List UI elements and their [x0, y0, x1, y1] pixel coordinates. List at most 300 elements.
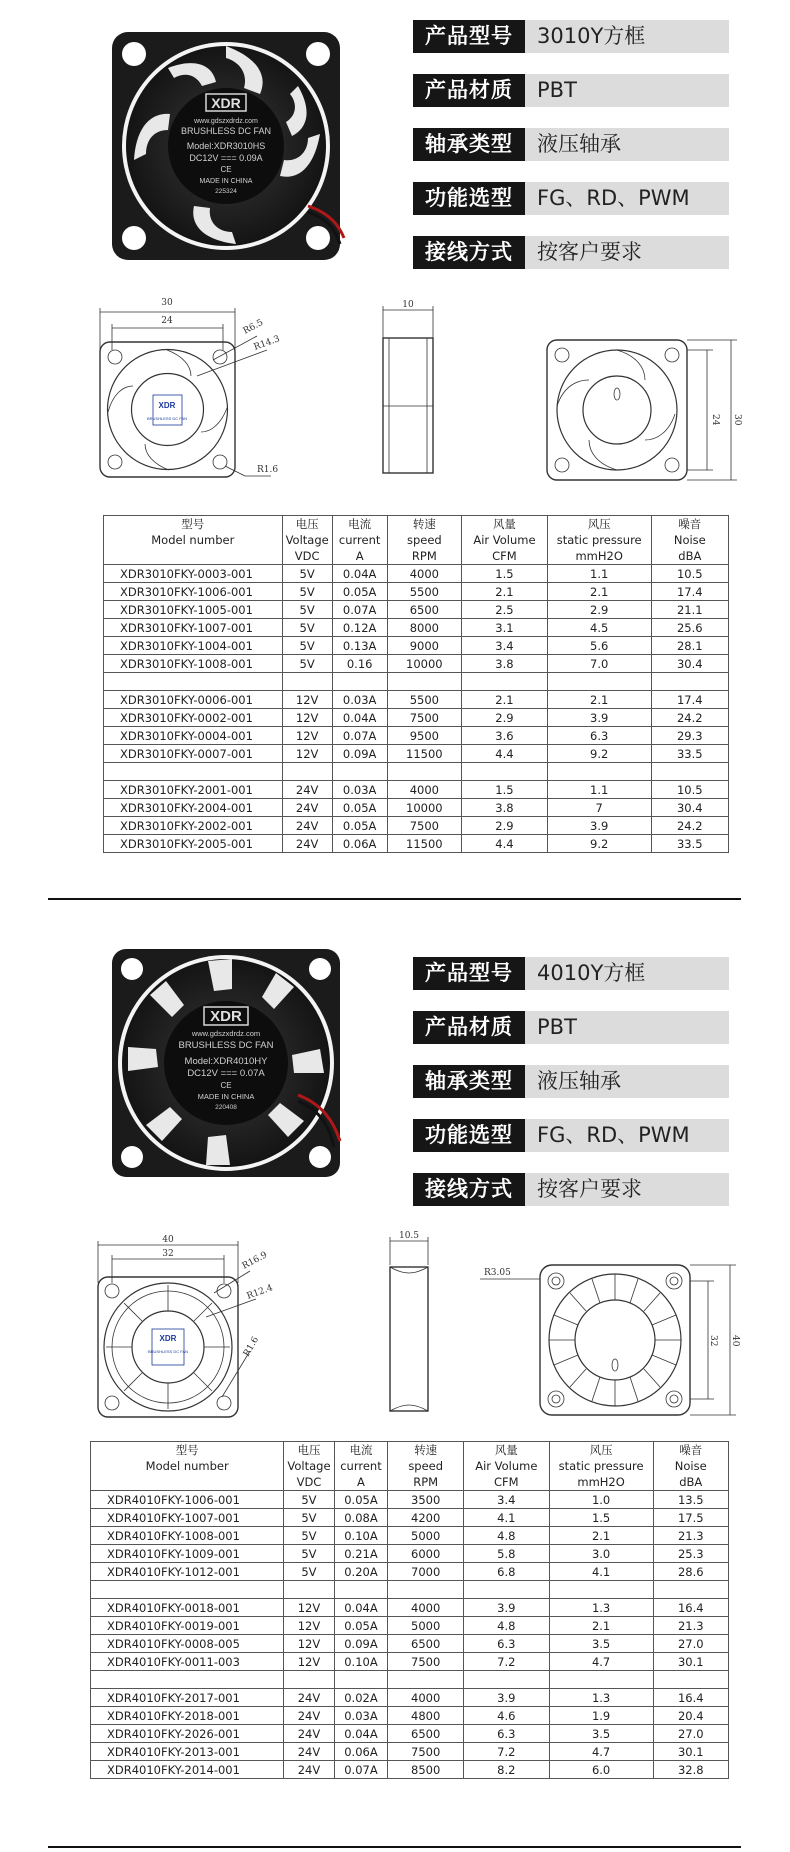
- spec-cell: 12V: [284, 1617, 334, 1635]
- drawing-back-4010: [478, 1261, 740, 1421]
- spec-label: 功能选型: [413, 1119, 525, 1152]
- table-row: [104, 745, 729, 763]
- spec-cell: 12V: [284, 1599, 334, 1617]
- spec-cell: 5V: [284, 1545, 334, 1563]
- table-row: [104, 835, 729, 853]
- spec-cell: 12V: [282, 745, 332, 763]
- model-number-cell: XDR3010FKY-2004-001: [104, 799, 283, 817]
- spec-cell: 0.06A: [332, 835, 387, 853]
- spec-cell: 5V: [282, 655, 332, 673]
- svg-text:DC12V === 0.07A: DC12V === 0.07A: [187, 1068, 265, 1079]
- spec-value: 按客户要求: [525, 236, 729, 269]
- spec-cell: 1.5: [462, 781, 548, 799]
- table-spacer-row: [91, 1671, 729, 1689]
- spec-cell: 7.2: [463, 1653, 549, 1671]
- model-number-cell: XDR3010FKY-1008-001: [104, 655, 283, 673]
- model-number-cell: XDR4010FKY-1008-001: [91, 1527, 284, 1545]
- spec-cell: 0.04A: [334, 1599, 388, 1617]
- spec-cell: 0.04A: [332, 565, 387, 583]
- spec-cell: 1.5: [462, 565, 548, 583]
- spec-cell: 30.4: [651, 655, 728, 673]
- spec-cell: 0.13A: [332, 637, 387, 655]
- spec-cell: 4800: [388, 1707, 464, 1725]
- drawing-front-4010: [90, 1233, 305, 1428]
- spec-cell: 24V: [284, 1689, 334, 1707]
- spec-cell: 29.3: [651, 727, 728, 745]
- spec-cell: 3.4: [462, 637, 548, 655]
- svg-text:CE: CE: [220, 165, 232, 174]
- svg-text:30: 30: [732, 414, 742, 426]
- table-row: [91, 1689, 729, 1707]
- table-row: [104, 601, 729, 619]
- spec-cell: 0.03A: [332, 691, 387, 709]
- spec-cell: 0.03A: [332, 781, 387, 799]
- model-number-cell: XDR4010FKY-1012-001: [91, 1563, 284, 1581]
- spec-cell: 6.8: [463, 1563, 549, 1581]
- spec-cell: 7.2: [463, 1743, 549, 1761]
- spec-cell: 0.09A: [334, 1635, 388, 1653]
- spec-cell: 11500: [387, 835, 461, 853]
- spec-cell: 9.2: [547, 835, 651, 853]
- spec-cell: 3.1: [462, 619, 548, 637]
- spec-table-4010: [90, 1441, 729, 1779]
- spec-cell: 4.7: [549, 1743, 653, 1761]
- table-row: [91, 1653, 729, 1671]
- spec-cell: 2.1: [549, 1617, 653, 1635]
- spec-cell: 0.08A: [334, 1509, 388, 1527]
- table-row: [91, 1563, 729, 1581]
- spec-cell: 12V: [284, 1653, 334, 1671]
- model-number-cell: XDR4010FKY-0019-001: [91, 1617, 284, 1635]
- spec-cell: 2.9: [462, 709, 548, 727]
- spec-cell: 5500: [387, 583, 461, 601]
- spec-cell: 20.4: [653, 1707, 729, 1725]
- spec-cell: 4000: [387, 565, 461, 583]
- spec-cell: 9500: [387, 727, 461, 745]
- table-row: [104, 691, 729, 709]
- spec-cell: 0.03A: [334, 1707, 388, 1725]
- spec-cell: 0.02A: [334, 1689, 388, 1707]
- spec-label: 轴承类型: [413, 1065, 525, 1098]
- spec-cell: 7500: [388, 1653, 464, 1671]
- svg-text:R14.3: R14.3: [252, 334, 282, 353]
- spec-cell: 2.1: [462, 583, 548, 601]
- spec-cell: 24V: [282, 799, 332, 817]
- model-number-cell: XDR4010FKY-0011-003: [91, 1653, 284, 1671]
- spec-cell: 10000: [387, 655, 461, 673]
- spec-cell: 4.1: [463, 1509, 549, 1527]
- spec-cell: 4.6: [463, 1707, 549, 1725]
- table-row: [91, 1527, 729, 1545]
- drawing-side-4010: [384, 1231, 444, 1421]
- svg-text:225324: 225324: [215, 188, 237, 195]
- spec-cell: 6.3: [463, 1725, 549, 1743]
- table-row: [91, 1617, 729, 1635]
- spec-label: 产品材质: [413, 1011, 525, 1044]
- table-header-en: Model number Voltage current speed Air Volume static pressure Noise: [104, 532, 729, 548]
- table-row: [91, 1761, 729, 1779]
- spec-cell: 24.2: [651, 709, 728, 727]
- model-number-cell: XDR3010FKY-1006-001: [104, 583, 283, 601]
- spec-cell: 1.5: [549, 1509, 653, 1527]
- table-row: [104, 583, 729, 601]
- spec-cell: 33.5: [651, 745, 728, 763]
- spec-cell: 3.9: [463, 1689, 549, 1707]
- spec-cell: 5000: [388, 1617, 464, 1635]
- spec-cell: 5V: [282, 601, 332, 619]
- table-header-cn: 型号 电压 电流 转速 风量 风压 噪音: [91, 1442, 729, 1459]
- spec-cell: 24V: [284, 1761, 334, 1779]
- spec-cell: 10.5: [651, 781, 728, 799]
- spec-cell: 5.8: [463, 1545, 549, 1563]
- spec-cell: 4.8: [463, 1527, 549, 1545]
- spec-cell: 28.6: [653, 1563, 729, 1581]
- model-number-cell: XDR3010FKY-2001-001: [104, 781, 283, 799]
- drawing-back-3010: [545, 336, 740, 486]
- svg-text:40: 40: [162, 1235, 174, 1245]
- spec-cell: 6500: [387, 601, 461, 619]
- model-number-cell: XDR3010FKY-2005-001: [104, 835, 283, 853]
- spec-cell: 0.05A: [332, 583, 387, 601]
- table-row: [104, 817, 729, 835]
- spec-label: 产品型号: [413, 20, 525, 53]
- spec-value: FG、RD、PWM: [525, 182, 729, 215]
- model-number-cell: XDR4010FKY-1009-001: [91, 1545, 284, 1563]
- svg-text:10: 10: [402, 300, 414, 310]
- spec-cell: 2.1: [462, 691, 548, 709]
- table-row: [104, 655, 729, 673]
- spec-cell: 28.1: [651, 637, 728, 655]
- spec-cell: 6000: [388, 1545, 464, 1563]
- svg-text:30: 30: [161, 298, 173, 308]
- spec-cell: 27.0: [653, 1725, 729, 1743]
- spec-cell: 5.6: [547, 637, 651, 655]
- spec-cell: 17.4: [651, 583, 728, 601]
- spec-cell: 4200: [388, 1509, 464, 1527]
- spec-cell: 2.9: [547, 601, 651, 619]
- svg-text:40: 40: [730, 1335, 740, 1347]
- model-number-cell: XDR3010FKY-1004-001: [104, 637, 283, 655]
- table-row: [104, 727, 729, 745]
- spec-cell: 1.0: [549, 1491, 653, 1509]
- table-row: [104, 709, 729, 727]
- spec-label: 产品型号: [413, 957, 525, 990]
- spec-cell: 4.5: [547, 619, 651, 637]
- svg-text:220408: 220408: [215, 1104, 237, 1111]
- fan-photo-4010: [108, 945, 344, 1181]
- spec-cell: 12V: [282, 691, 332, 709]
- spec-cell: 24V: [282, 781, 332, 799]
- spec-cell: 6500: [388, 1725, 464, 1743]
- spec-value: 4010Y方框: [525, 957, 729, 990]
- svg-text:XDR: XDR: [159, 1334, 177, 1343]
- table-row: [91, 1707, 729, 1725]
- svg-text:R12.4: R12.4: [245, 1283, 275, 1302]
- table-header-en: Model number Voltage current speed Air Volume static pressure Noise: [91, 1458, 729, 1474]
- spec-cell: 5V: [282, 565, 332, 583]
- product-section-3010: [0, 0, 790, 905]
- model-number-cell: XDR4010FKY-1006-001: [91, 1491, 284, 1509]
- model-number-cell: XDR3010FKY-0007-001: [104, 745, 283, 763]
- spec-cell: 2.9: [462, 817, 548, 835]
- spec-cell: 13.5: [653, 1491, 729, 1509]
- spec-cell: 4000: [387, 781, 461, 799]
- section-divider: [48, 1846, 741, 1848]
- spec-cell: 24V: [284, 1725, 334, 1743]
- spec-cell: 5V: [282, 637, 332, 655]
- fan-photo-3010: [108, 28, 344, 264]
- spec-cell: 3.5: [549, 1725, 653, 1743]
- spec-cell: 16.4: [653, 1689, 729, 1707]
- spec-cell: 12V: [282, 727, 332, 745]
- model-number-cell: XDR3010FKY-0006-001: [104, 691, 283, 709]
- table-row: [104, 781, 729, 799]
- spec-cell: 27.0: [653, 1635, 729, 1653]
- spec-cell: 1.3: [549, 1689, 653, 1707]
- spec-cell: 24V: [282, 835, 332, 853]
- spec-cell: 24V: [284, 1707, 334, 1725]
- model-number-cell: XDR4010FKY-2014-001: [91, 1761, 284, 1779]
- spec-cell: 25.6: [651, 619, 728, 637]
- spec-cell: 0.12A: [332, 619, 387, 637]
- table-row: [104, 565, 729, 583]
- spec-label: 功能选型: [413, 182, 525, 215]
- spec-cell: 16.4: [653, 1599, 729, 1617]
- spec-cell: 5V: [282, 583, 332, 601]
- spec-cell: 10000: [387, 799, 461, 817]
- svg-text:BRUSHLESS DC FAN: BRUSHLESS DC FAN: [178, 1040, 274, 1051]
- spec-cell: 21.3: [653, 1617, 729, 1635]
- spec-cell: 4.4: [462, 835, 548, 853]
- spec-cell: 2.1: [549, 1527, 653, 1545]
- model-number-cell: XDR3010FKY-0002-001: [104, 709, 283, 727]
- svg-text:R3.05: R3.05: [484, 1268, 511, 1278]
- spec-cell: 2.1: [547, 583, 651, 601]
- spec-cell: 5V: [284, 1509, 334, 1527]
- spec-cell: 5V: [284, 1491, 334, 1509]
- svg-text:Model:XDR3010HS: Model:XDR3010HS: [186, 141, 266, 151]
- spec-cell: 25.3: [653, 1545, 729, 1563]
- table-row: [91, 1599, 729, 1617]
- svg-text:24: 24: [710, 414, 720, 426]
- product-section-4010: [0, 935, 790, 1852]
- spec-cell: 0.09A: [332, 745, 387, 763]
- spec-cell: 0.07A: [332, 727, 387, 745]
- spec-cell: 33.5: [651, 835, 728, 853]
- spec-cell: 10.5: [651, 565, 728, 583]
- table-header-units: VDC A RPM CFM mmH2O dBA: [91, 1474, 729, 1491]
- spec-cell: 0.06A: [334, 1743, 388, 1761]
- spec-label: 接线方式: [413, 1173, 525, 1206]
- svg-text:www.gdszxdrdz.com: www.gdszxdrdz.com: [194, 118, 258, 125]
- table-row: [104, 637, 729, 655]
- spec-value: 按客户要求: [525, 1173, 729, 1206]
- spec-cell: 3.9: [547, 817, 651, 835]
- spec-cell: 24.2: [651, 817, 728, 835]
- model-number-cell: XDR4010FKY-2018-001: [91, 1707, 284, 1725]
- spec-cell: 24V: [284, 1743, 334, 1761]
- table-row: [91, 1743, 729, 1761]
- svg-text:Model:XDR4010HY: Model:XDR4010HY: [184, 1056, 268, 1067]
- section-divider: [48, 898, 741, 900]
- spec-value: 3010Y方框: [525, 20, 729, 53]
- spec-cell: 2.5: [462, 601, 548, 619]
- spec-label: 产品材质: [413, 74, 525, 107]
- spec-cell: 17.4: [651, 691, 728, 709]
- svg-text:MADE IN CHINA: MADE IN CHINA: [197, 1092, 255, 1101]
- spec-cell: 24V: [282, 817, 332, 835]
- spec-cell: 3.5: [549, 1635, 653, 1653]
- spec-cell: 2.1: [547, 691, 651, 709]
- spec-cell: 5V: [282, 619, 332, 637]
- spec-cell: 0.10A: [334, 1527, 388, 1545]
- svg-text:10.5: 10.5: [398, 1231, 420, 1241]
- spec-value: 液压轴承: [525, 128, 729, 161]
- model-number-cell: XDR4010FKY-0008-005: [91, 1635, 284, 1653]
- svg-text:DC12V === 0.09A: DC12V === 0.09A: [189, 153, 263, 163]
- spec-cell: 0.04A: [332, 709, 387, 727]
- spec-cell: 12V: [284, 1635, 334, 1653]
- table-row: [91, 1545, 729, 1563]
- spec-cell: 4000: [388, 1689, 464, 1707]
- table-header-units: VDC A RPM CFM mmH2O dBA: [104, 548, 729, 565]
- spec-cell: 3.8: [462, 799, 548, 817]
- spec-cell: 0.04A: [334, 1725, 388, 1743]
- svg-text:BRUSHLESS DC FAN: BRUSHLESS DC FAN: [180, 126, 272, 136]
- svg-text:R6.5: R6.5: [241, 317, 266, 337]
- model-number-cell: XDR4010FKY-2026-001: [91, 1725, 284, 1743]
- fan-brand: XDR: [210, 1008, 242, 1025]
- spec-cell: 1.3: [549, 1599, 653, 1617]
- spec-cell: 3.4: [463, 1491, 549, 1509]
- spec-cell: 9.2: [547, 745, 651, 763]
- spec-cell: 8.2: [463, 1761, 549, 1779]
- table-row: [91, 1509, 729, 1527]
- drawing-side-3010: [375, 298, 445, 483]
- spec-cell: 0.16: [332, 655, 387, 673]
- spec-label: 接线方式: [413, 236, 525, 269]
- spec-cell: 0.05A: [334, 1491, 388, 1509]
- spec-table-3010: [103, 515, 729, 853]
- spec-cell: 11500: [387, 745, 461, 763]
- spec-cell: 3500: [388, 1491, 464, 1509]
- spec-cell: 4.7: [549, 1653, 653, 1671]
- spec-cell: 12V: [282, 709, 332, 727]
- spec-cell: 1.9: [549, 1707, 653, 1725]
- model-number-cell: XDR3010FKY-1007-001: [104, 619, 283, 637]
- spec-cell: 3.8: [462, 655, 548, 673]
- table-row: [91, 1725, 729, 1743]
- drawing-front-3010: [95, 290, 305, 490]
- spec-cell: 0.07A: [334, 1761, 388, 1779]
- spec-cell: 4.1: [549, 1563, 653, 1581]
- spec-cell: 30.4: [651, 799, 728, 817]
- spec-cell: 3.9: [547, 709, 651, 727]
- spec-cell: 6.3: [463, 1635, 549, 1653]
- table-spacer-row: [104, 763, 729, 781]
- table-row: [91, 1635, 729, 1653]
- spec-cell: 5V: [284, 1563, 334, 1581]
- model-number-cell: XDR3010FKY-1005-001: [104, 601, 283, 619]
- svg-text:www.gdszxdrdz.com: www.gdszxdrdz.com: [191, 1029, 261, 1038]
- model-number-cell: XDR4010FKY-2013-001: [91, 1743, 284, 1761]
- table-row: [104, 619, 729, 637]
- spec-cell: 5500: [387, 691, 461, 709]
- spec-cell: 1.1: [547, 565, 651, 583]
- table-spacer-row: [104, 673, 729, 691]
- spec-cell: 6500: [388, 1635, 464, 1653]
- svg-text:32: 32: [162, 1249, 174, 1259]
- spec-cell: 7.0: [547, 655, 651, 673]
- spec-cell: 17.5: [653, 1509, 729, 1527]
- svg-text:XDR: XDR: [158, 401, 176, 410]
- model-number-cell: XDR4010FKY-1007-001: [91, 1509, 284, 1527]
- spec-value: PBT: [525, 74, 729, 107]
- spec-cell: 7500: [387, 709, 461, 727]
- spec-cell: 0.07A: [332, 601, 387, 619]
- spec-cell: 7500: [388, 1743, 464, 1761]
- svg-text:BRUSHLESS DC FAN: BRUSHLESS DC FAN: [147, 1349, 189, 1354]
- spec-cell: 7000: [388, 1563, 464, 1581]
- spec-cell: 3.9: [463, 1599, 549, 1617]
- model-number-cell: XDR3010FKY-2002-001: [104, 817, 283, 835]
- spec-cell: 0.20A: [334, 1563, 388, 1581]
- svg-text:R1.6: R1.6: [257, 465, 279, 475]
- spec-cell: 7: [547, 799, 651, 817]
- svg-text:R16.9: R16.9: [240, 1250, 270, 1272]
- spec-value: FG、RD、PWM: [525, 1119, 729, 1152]
- spec-cell: 5V: [284, 1527, 334, 1545]
- table-spacer-row: [91, 1581, 729, 1599]
- spec-cell: 0.05A: [332, 799, 387, 817]
- spec-cell: 21.3: [653, 1527, 729, 1545]
- svg-text:BRUSHLESS DC FAN: BRUSHLESS DC FAN: [146, 416, 188, 421]
- spec-cell: 4.8: [463, 1617, 549, 1635]
- spec-cell: 30.1: [653, 1653, 729, 1671]
- spec-cell: 0.21A: [334, 1545, 388, 1563]
- svg-text:CE: CE: [220, 1081, 232, 1090]
- spec-cell: 9000: [387, 637, 461, 655]
- spec-cell: 3.0: [549, 1545, 653, 1563]
- spec-cell: 0.05A: [332, 817, 387, 835]
- spec-cell: 7500: [387, 817, 461, 835]
- spec-cell: 5000: [388, 1527, 464, 1545]
- spec-cell: 0.05A: [334, 1617, 388, 1635]
- spec-cell: 8000: [387, 619, 461, 637]
- fan-brand: XDR: [211, 95, 241, 111]
- spec-cell: 30.1: [653, 1743, 729, 1761]
- spec-cell: 6.3: [547, 727, 651, 745]
- model-number-cell: XDR4010FKY-2017-001: [91, 1689, 284, 1707]
- svg-text:24: 24: [161, 316, 173, 326]
- spec-value: 液压轴承: [525, 1065, 729, 1098]
- spec-label: 轴承类型: [413, 128, 525, 161]
- table-row: [91, 1491, 729, 1509]
- spec-cell: 6.0: [549, 1761, 653, 1779]
- table-row: [104, 799, 729, 817]
- model-number-cell: XDR4010FKY-0018-001: [91, 1599, 284, 1617]
- svg-text:32: 32: [708, 1335, 718, 1347]
- spec-cell: 32.8: [653, 1761, 729, 1779]
- spec-cell: 4000: [388, 1599, 464, 1617]
- model-number-cell: XDR3010FKY-0004-001: [104, 727, 283, 745]
- spec-cell: 1.1: [547, 781, 651, 799]
- spec-cell: 8500: [388, 1761, 464, 1779]
- spec-cell: 0.10A: [334, 1653, 388, 1671]
- svg-text:MADE IN CHINA: MADE IN CHINA: [199, 178, 253, 185]
- svg-text:R1.6: R1.6: [241, 1335, 262, 1359]
- table-header-cn: 型号 电压 电流 转速 风量 风压 噪音: [104, 516, 729, 533]
